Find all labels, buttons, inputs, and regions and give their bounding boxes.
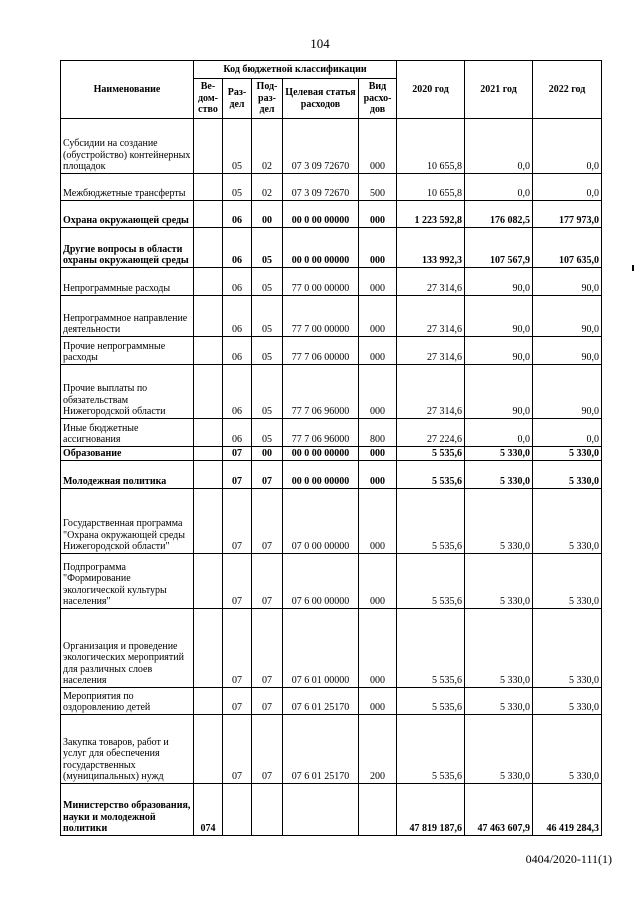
row-name: Государственная программа "Охрана окружающей среды Нижегородской области" (61, 489, 194, 554)
row-razdel: 07 (223, 554, 252, 609)
row-value-2020: 5 535,6 (397, 461, 465, 489)
row-ved (194, 337, 223, 365)
row-podrazdel: 05 (252, 228, 283, 268)
row-ved (194, 268, 223, 296)
row-target: 77 0 00 00000 (283, 268, 359, 296)
row-ved (194, 447, 223, 461)
page-number: 104 (310, 36, 330, 51)
table-row (61, 688, 602, 715)
row-value-2020: 5 535,6 (397, 715, 465, 784)
row-ved (194, 174, 223, 201)
row-value-2020: 47 819 187,6 (397, 784, 465, 836)
header-classification-group: Код бюджетной классификации (194, 61, 397, 79)
row-target: 00 0 00 00000 (283, 461, 359, 489)
row-ved (194, 688, 223, 715)
row-name: Образование (61, 447, 194, 461)
row-razdel (223, 784, 252, 836)
row-name: Другие вопросы в области охраны окружающей среды (61, 228, 194, 268)
row-value-2021: 5 330,0 (465, 609, 533, 688)
row-value-2021: 0,0 (465, 419, 533, 447)
row-podrazdel: 02 (252, 119, 283, 174)
header-name: Наименование (61, 61, 194, 119)
header-vid: Вид расхо-дов (359, 79, 397, 119)
row-name: Субсидии на создание (обустройство) контейнерных площадок (61, 119, 194, 174)
row-vid: 500 (359, 174, 397, 201)
header-2020: 2020 год (397, 61, 465, 119)
row-podrazdel: 02 (252, 174, 283, 201)
row-value-2020: 27 314,6 (397, 337, 465, 365)
row-value-2021: 5 330,0 (465, 447, 533, 461)
row-ved (194, 715, 223, 784)
row-podrazdel: 05 (252, 337, 283, 365)
table-row (61, 296, 602, 337)
row-name: Непрограммное направление деятельности (61, 296, 194, 337)
row-value-2020: 10 655,8 (397, 119, 465, 174)
row-vid (359, 784, 397, 836)
row-value-2021: 0,0 (465, 174, 533, 201)
row-vid: 000 (359, 447, 397, 461)
row-ved (194, 419, 223, 447)
row-ved (194, 119, 223, 174)
row-target: 77 7 06 96000 (283, 419, 359, 447)
row-value-2021: 5 330,0 (465, 554, 533, 609)
row-value-2022: 90,0 (533, 296, 602, 337)
row-name: Министерство образования, науки и молодежной политики (61, 784, 194, 836)
row-razdel: 07 (223, 609, 252, 688)
row-value-2020: 27 224,6 (397, 419, 465, 447)
row-target: 07 3 09 72670 (283, 174, 359, 201)
row-ved (194, 365, 223, 419)
row-value-2022: 90,0 (533, 337, 602, 365)
table-row (61, 119, 602, 174)
row-value-2022: 46 419 284,3 (533, 784, 602, 836)
row-razdel: 07 (223, 489, 252, 554)
row-value-2021: 5 330,0 (465, 461, 533, 489)
row-target: 00 0 00 00000 (283, 228, 359, 268)
row-podrazdel: 05 (252, 296, 283, 337)
row-name: Иные бюджетные ассигнования (61, 419, 194, 447)
row-name: Межбюджетные трансферты (61, 174, 194, 201)
row-ved (194, 461, 223, 489)
row-value-2020: 1 223 592,8 (397, 201, 465, 228)
row-razdel: 06 (223, 228, 252, 268)
table-row (61, 268, 602, 296)
row-value-2022: 177 973,0 (533, 201, 602, 228)
row-podrazdel: 07 (252, 688, 283, 715)
row-value-2022: 5 330,0 (533, 715, 602, 784)
table-row (61, 201, 602, 228)
row-vid: 000 (359, 268, 397, 296)
row-vid: 000 (359, 228, 397, 268)
row-target: 07 6 01 25170 (283, 715, 359, 784)
header-2021: 2021 год (465, 61, 533, 119)
row-razdel: 06 (223, 365, 252, 419)
row-value-2021: 5 330,0 (465, 489, 533, 554)
row-vid: 000 (359, 365, 397, 419)
table-row (61, 784, 602, 836)
row-vid: 000 (359, 337, 397, 365)
row-target: 07 6 00 00000 (283, 554, 359, 609)
row-value-2022: 5 330,0 (533, 554, 602, 609)
row-vid: 000 (359, 201, 397, 228)
header-razdel: Раз-дел (223, 79, 252, 119)
row-target (283, 784, 359, 836)
row-value-2020: 5 535,6 (397, 554, 465, 609)
row-value-2020: 27 314,6 (397, 365, 465, 419)
table-row (61, 461, 602, 489)
row-value-2022: 5 330,0 (533, 489, 602, 554)
table-row (61, 419, 602, 447)
row-value-2022: 5 330,0 (533, 609, 602, 688)
row-value-2022: 0,0 (533, 419, 602, 447)
row-value-2020: 27 314,6 (397, 268, 465, 296)
row-ved (194, 228, 223, 268)
row-value-2021: 90,0 (465, 365, 533, 419)
row-podrazdel: 05 (252, 419, 283, 447)
row-razdel: 05 (223, 174, 252, 201)
row-target: 77 7 06 96000 (283, 365, 359, 419)
row-podrazdel: 05 (252, 268, 283, 296)
row-ved (194, 201, 223, 228)
row-podrazdel: 00 (252, 201, 283, 228)
table-row (61, 228, 602, 268)
row-vid: 000 (359, 554, 397, 609)
row-name: Прочие непрограммные расходы (61, 337, 194, 365)
header-podrazdel: Под-раз-дел (252, 79, 283, 119)
row-podrazdel (252, 784, 283, 836)
row-value-2020: 27 314,6 (397, 296, 465, 337)
row-podrazdel: 07 (252, 554, 283, 609)
row-value-2022: 5 330,0 (533, 688, 602, 715)
row-value-2021: 90,0 (465, 337, 533, 365)
row-razdel: 06 (223, 419, 252, 447)
row-name: Непрограммные расходы (61, 268, 194, 296)
row-vid: 000 (359, 296, 397, 337)
row-vid: 000 (359, 609, 397, 688)
row-target: 07 3 09 72670 (283, 119, 359, 174)
row-value-2022: 5 330,0 (533, 461, 602, 489)
budget-table (60, 60, 602, 836)
margin-mark (632, 265, 634, 271)
row-value-2021: 176 082,5 (465, 201, 533, 228)
row-value-2020: 5 535,6 (397, 609, 465, 688)
row-podrazdel: 00 (252, 447, 283, 461)
row-value-2021: 107 567,9 (465, 228, 533, 268)
row-value-2022: 90,0 (533, 365, 602, 419)
row-value-2020: 5 535,6 (397, 447, 465, 461)
row-razdel: 07 (223, 461, 252, 489)
row-name: Закупка товаров, работ и услуг для обеспечения государственных (муниципальных) нужд (61, 715, 194, 784)
row-target: 07 0 00 00000 (283, 489, 359, 554)
row-value-2021: 90,0 (465, 296, 533, 337)
row-value-2020: 5 535,6 (397, 489, 465, 554)
row-value-2022: 0,0 (533, 119, 602, 174)
row-name: Молодежная политика (61, 461, 194, 489)
row-razdel: 05 (223, 119, 252, 174)
row-name: Организация и проведение экологических мероприятий для различных слоев населения (61, 609, 194, 688)
table-row (61, 447, 602, 461)
row-target: 77 7 00 00000 (283, 296, 359, 337)
row-vid: 000 (359, 119, 397, 174)
row-podrazdel: 05 (252, 365, 283, 419)
row-vid: 000 (359, 688, 397, 715)
table-row (61, 365, 602, 419)
row-name: Подпрограмма "Формирование экологической культуры населения" (61, 554, 194, 609)
row-value-2021: 5 330,0 (465, 688, 533, 715)
row-value-2021: 90,0 (465, 268, 533, 296)
row-podrazdel: 07 (252, 461, 283, 489)
row-vid: 200 (359, 715, 397, 784)
row-value-2021: 5 330,0 (465, 715, 533, 784)
row-razdel: 06 (223, 296, 252, 337)
row-value-2022: 107 635,0 (533, 228, 602, 268)
table-row (61, 609, 602, 688)
row-value-2022: 0,0 (533, 174, 602, 201)
table-row (61, 337, 602, 365)
row-value-2020: 10 655,8 (397, 174, 465, 201)
row-value-2022: 90,0 (533, 268, 602, 296)
row-podrazdel: 07 (252, 715, 283, 784)
row-target: 77 7 06 00000 (283, 337, 359, 365)
row-ved: 074 (194, 784, 223, 836)
row-value-2022: 5 330,0 (533, 447, 602, 461)
row-razdel: 07 (223, 715, 252, 784)
row-name: Охрана окружающей среды (61, 201, 194, 228)
row-value-2021: 47 463 607,9 (465, 784, 533, 836)
row-vid: 800 (359, 419, 397, 447)
row-target: 00 0 00 00000 (283, 201, 359, 228)
header-2022: 2022 год (533, 61, 602, 119)
row-razdel: 07 (223, 447, 252, 461)
row-target: 07 6 01 00000 (283, 609, 359, 688)
row-ved (194, 489, 223, 554)
row-razdel: 06 (223, 337, 252, 365)
row-value-2021: 0,0 (465, 119, 533, 174)
row-value-2020: 133 992,3 (397, 228, 465, 268)
row-target: 07 6 01 25170 (283, 688, 359, 715)
table-row (61, 554, 602, 609)
document-code: 0404/2020-111(1) (525, 852, 612, 866)
row-podrazdel: 07 (252, 489, 283, 554)
row-value-2020: 5 535,6 (397, 688, 465, 715)
row-podrazdel: 07 (252, 609, 283, 688)
header-target: Целевая статья расходов (283, 79, 359, 119)
row-razdel: 06 (223, 268, 252, 296)
table-row (61, 715, 602, 784)
table-row (61, 174, 602, 201)
row-razdel: 06 (223, 201, 252, 228)
header-vedomstvo: Ве-дом-ство (194, 79, 223, 119)
row-vid: 000 (359, 489, 397, 554)
row-name: Мероприятия по оздоровлению детей (61, 688, 194, 715)
row-vid: 000 (359, 461, 397, 489)
row-ved (194, 296, 223, 337)
row-razdel: 07 (223, 688, 252, 715)
row-name: Прочие выплаты по обязательствам Нижегородской области (61, 365, 194, 419)
table-row (61, 489, 602, 554)
row-target: 00 0 00 00000 (283, 447, 359, 461)
row-ved (194, 554, 223, 609)
row-ved (194, 609, 223, 688)
